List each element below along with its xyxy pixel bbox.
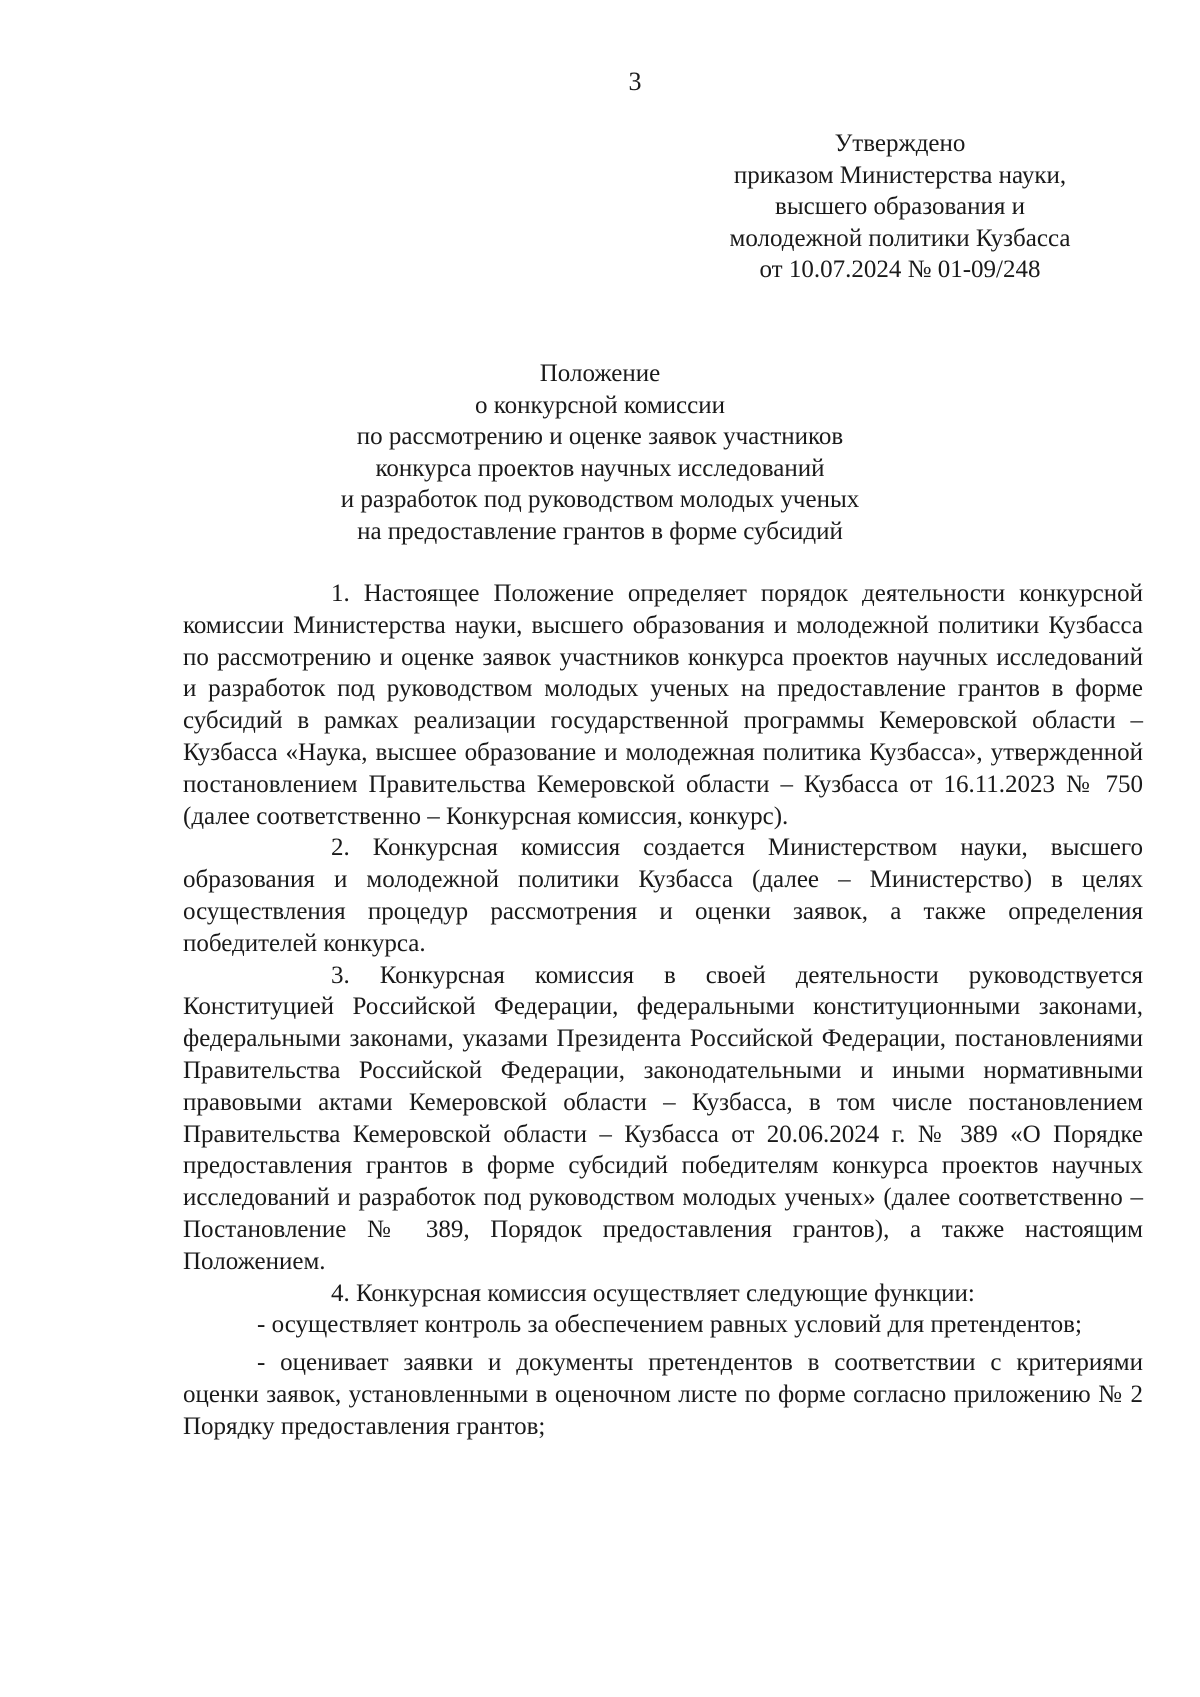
approval-line: от 10.07.2024 № 01-09/248 (759, 256, 1041, 283)
function-bullet: - оценивает заявки и документы претендентов в соответствии с критериями оценки заявок, установленными в оценочном листе по форме согласно приложению № 2 Порядку предоставления грантов; (183, 1349, 1143, 1440)
title-line: Положение (539, 360, 661, 387)
approval-stamp-block (700, 128, 1100, 286)
paragraph-number: 4. (331, 1279, 350, 1307)
paragraph-text: Настоящее Положение определяет порядок деятельности конкурсной комиссии Министерства науки, высшего образования и молодежной политики Кузбасса по рассмотрению и оценке заявок участников конкурса проектов научных исследований и разработок под руководством молодых ученых на предоставление грантов в форме субсидий в рамках реализации государственной программы Кемеровской области – Кузбасса «Наука, высшее образование и молодежная политика Кузбасса», утвержденной постановлением Правительства Кемеровской области – Кузбасса от 16.11.2023 № 750 (далее соответственно – Конкурсная комиссия, конкурс). (183, 580, 1144, 830)
paragraph-text: Конкурсная комиссия осуществляет следующие функции: (356, 1279, 975, 1307)
paragraph-number: 1. (331, 580, 350, 607)
title-line: и разработок под руководством молодых ученых (340, 486, 860, 513)
document-title (250, 358, 950, 547)
title-line: на предоставление грантов в форме субсидий (357, 517, 843, 545)
paragraph-2 (183, 832, 1143, 959)
paragraph-number: 2. (331, 834, 350, 862)
title-line: конкурса проектов научных исследований (375, 454, 825, 482)
approval-line: высшего образования и (775, 193, 1025, 220)
paragraph-3 (183, 960, 1143, 1278)
paragraph-text: Конкурсная комиссия в своей деятельности руководствуется Конституцией Российской Федерации, федеральными конституционными законами, федеральными законами, указами Президента Российской Федерации, постановлениями Правительства Российской Федерации, законодательными и иными нормативными правовыми актами Кемеровской области – Кузбасса, в том числе постановлением Правительства Кемеровской области – Кузбасса от 20.06.2024 г. № 389 «О Порядке предоставления грантов в форме субсидий победителям конкурса проектов научных исследований и разработок под руководством молодых ученых» (далее соответственно – Постановление № 389, Порядок предоставления грантов), а также настоящим Положением. (183, 961, 1144, 1275)
document-body (183, 578, 1143, 1443)
approval-line: молодежной политики Кузбасса (729, 224, 1071, 252)
paragraph-1 (183, 578, 1143, 832)
title-line: по рассмотрению и оценке заявок участников (356, 423, 844, 450)
paragraph-4 (183, 1278, 1143, 1310)
title-line: о конкурсной комиссии (475, 391, 725, 419)
function-bullet: - осуществляет контроль за обеспечением равных условий для претендентов; (257, 1311, 1082, 1339)
page-number: 3 (628, 67, 642, 96)
paragraph-number: 3. (331, 961, 350, 989)
approval-line: приказом Министерства науки, (733, 161, 1067, 189)
approval-line: Утверждено (834, 130, 966, 157)
paragraph-text: Конкурсная комиссия создается Министерством науки, высшего образования и молодежной политики Кузбасса (далее – Министерство) в целях осуществления процедур рассмотрения и оценки заявок, а также определения победителей конкурса. (183, 834, 1143, 957)
